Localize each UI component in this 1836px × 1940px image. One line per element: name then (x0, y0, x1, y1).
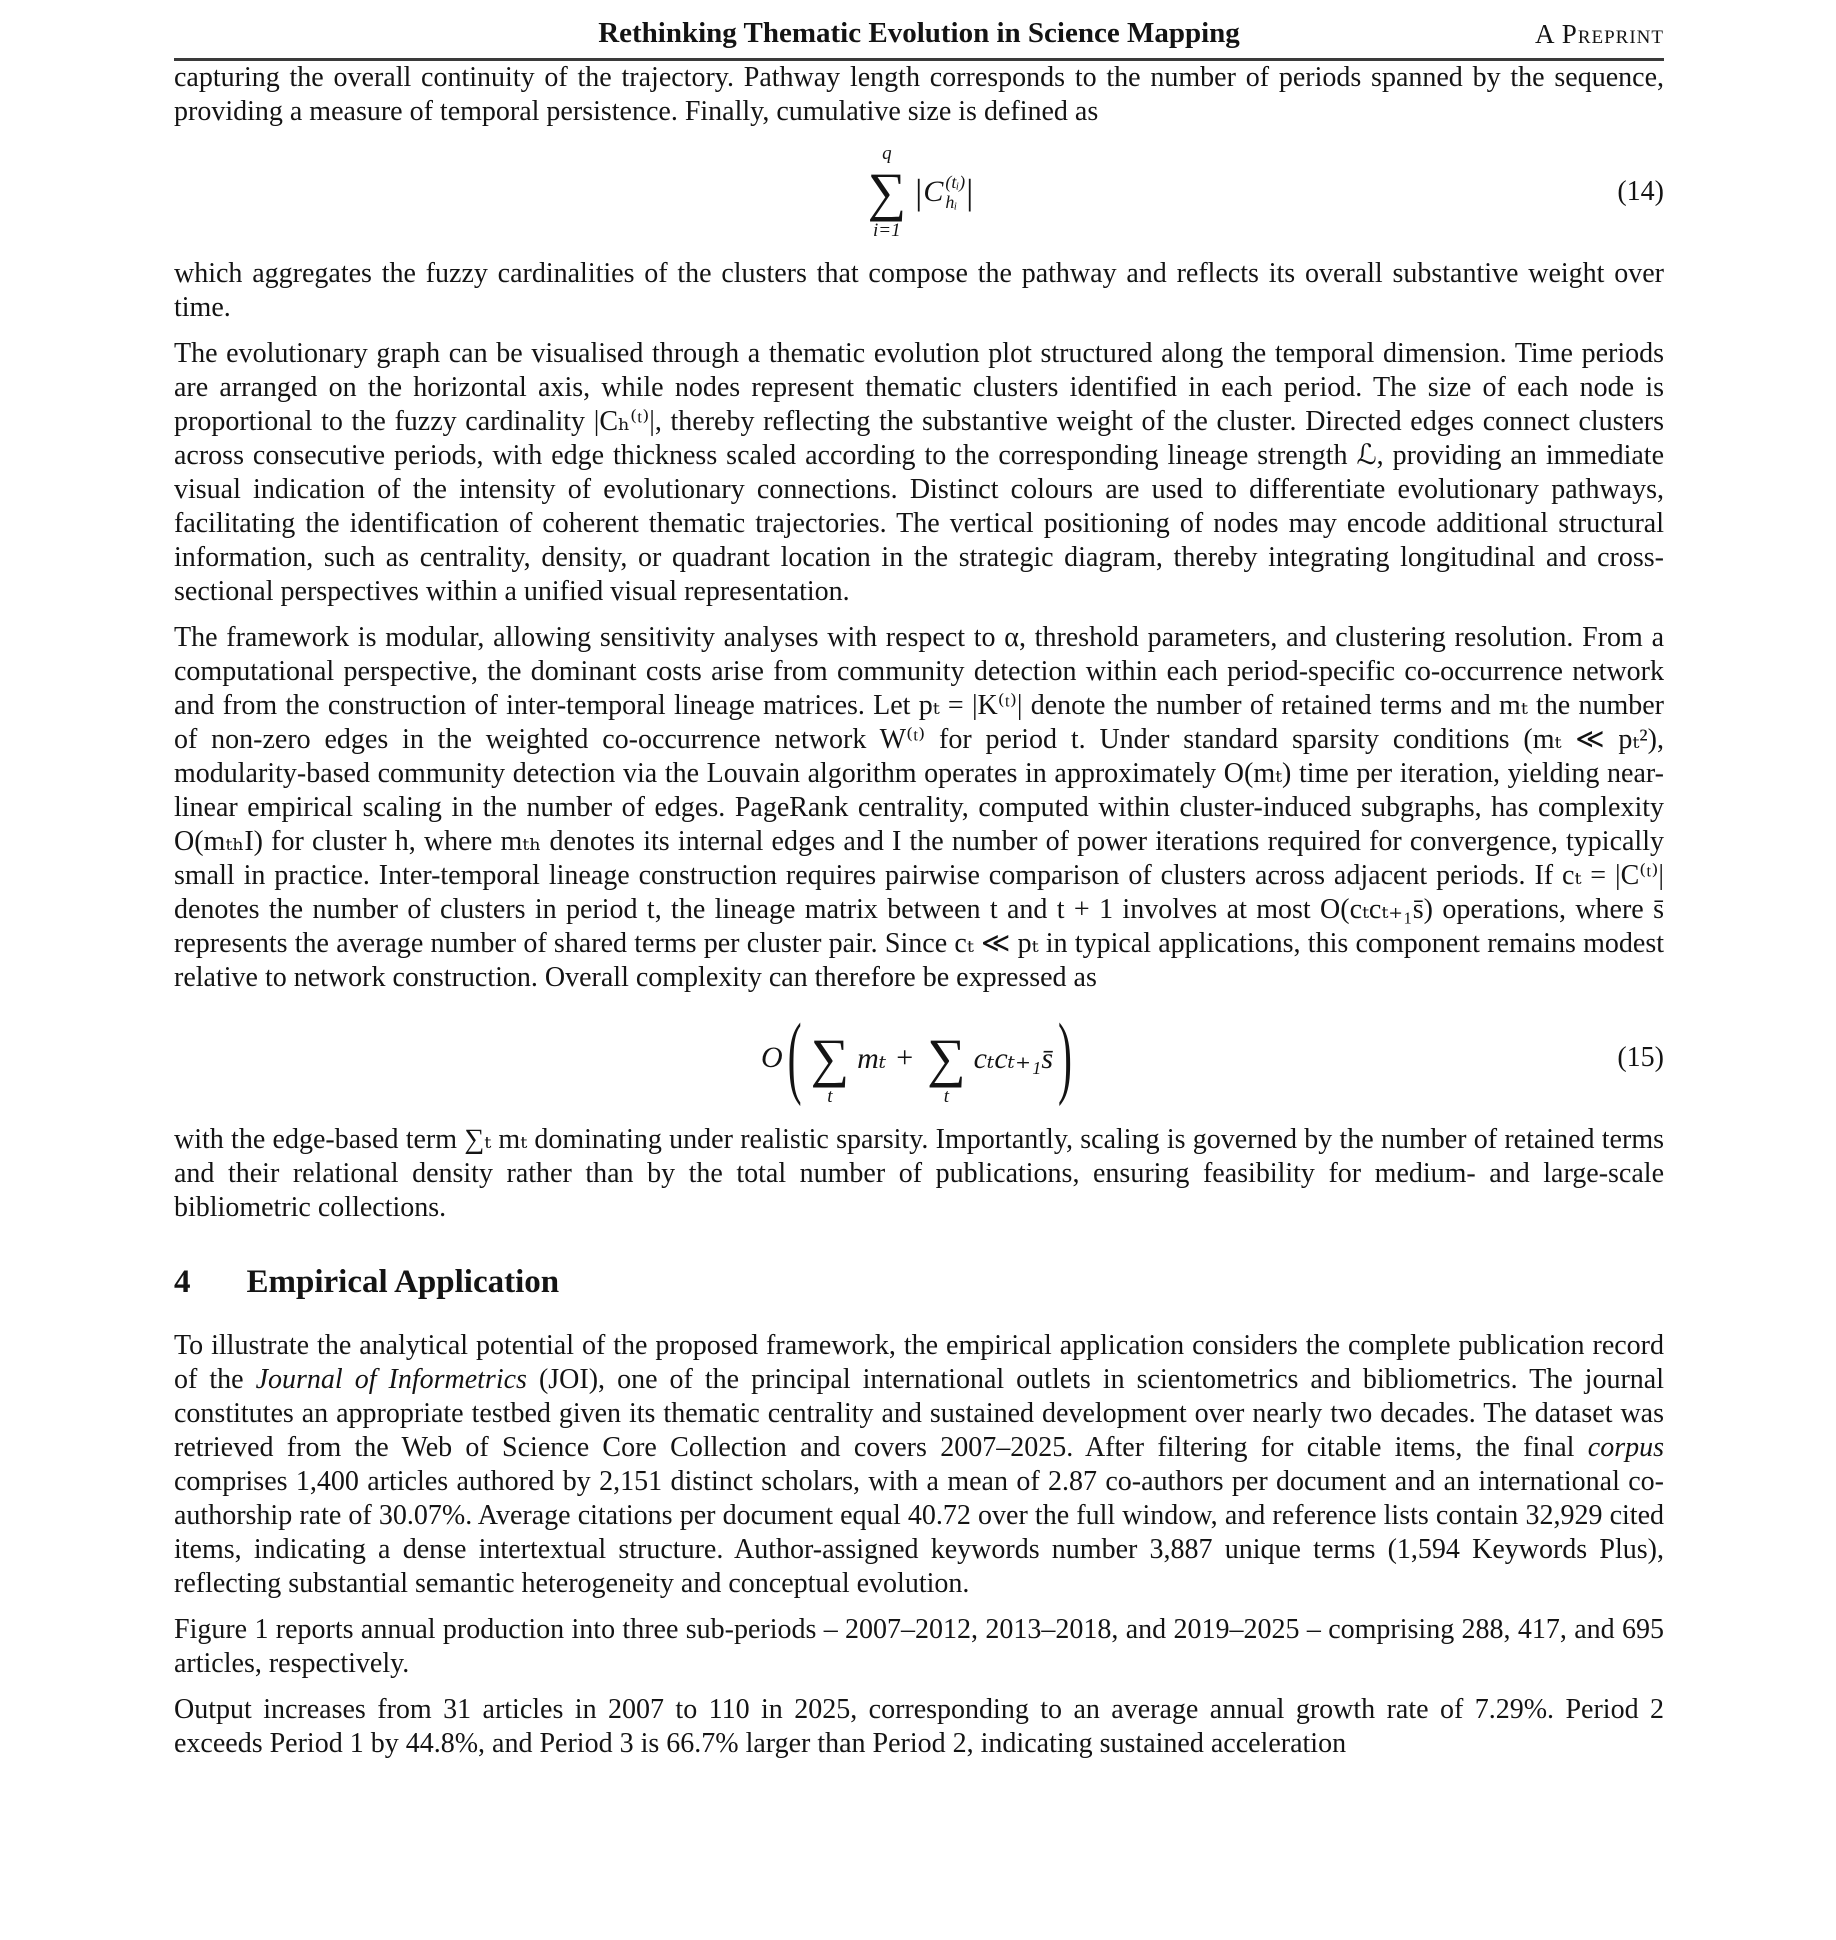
summation-symbol (868, 143, 907, 241)
superscript: (tᵢ) (945, 172, 966, 192)
equation-14 (174, 143, 1664, 241)
open-bar: | (915, 172, 923, 212)
page-content (174, 61, 1664, 1761)
sum-lower-limit: i=1 (873, 220, 901, 241)
paragraph-5: with the edge-based term ∑ₜ mₜ dominating under realistic sparsity. Importantly, scaling is governed by the number of retained terms and their relational density rather than by the total number of publications, ensuring feasibility for medium- and large-scale bibliometric collections. (174, 1124, 1664, 1223)
paragraph-3: The evolutionary graph can be visualised through a thematic evolution plot structured along the temporal dimension. Time periods are arranged on the horizontal axis, while nodes represent thematic clusters identified in each period. The size of each node is proportional to the fuzzy cardinality |Cₕ⁽ᵗ⁾|, thereby reflecting the substantive weight of the cluster. Directed edges connect clusters across consecutive periods, with edge thickness scaled according to the corresponding lineage strength ℒ, providing an immediate visual indication of the intensity of evolutionary connections. Distinct colours are used to differentiate evolutionary pathways, facilitating the identification of coherent thematic trajectories. The vertical positioning of nodes may encode additional structural information, such as centrality, density, or quadrant location in the strategic diagram, thereby integrating longitudinal and cross-sectional perspectives within a unified visual representation. (174, 338, 1664, 607)
plus-operator: + (896, 1041, 914, 1074)
running-title: Rethinking Thematic Evolution in Science Mapping (598, 17, 1240, 49)
cluster-symbol: C (923, 175, 944, 208)
paragraph-6: To illustrate the analytical potential of the proposed framework, the empirical application considers the complete publication record of the Journal of Informetrics (JOI), one of the principal international outlets in scientometrics and bibliometrics. The journal constitutes an appropriate testbed given its thematic centrality and sustained development over nearly two decades. The dataset was retrieved from the Web of Science Core Collection and covers 2007–2025. After filtering for citable items, the final corpus comprises 1,400 articles authored by 2,151 distinct scholars, with a mean of 2.87 co-authors per document and an international co-authorship rate of 30.07%. Average citations per document equal 40.72 over the full window, and reference lists contain 32,929 cited items, indicating a dense intertextual structure. Author-assigned keywords number 3,887 unique terms (1,594 Keywords Plus), reflecting substantial semantic heterogeneity and conceptual evolution. (174, 1330, 1664, 1599)
running-header (174, 14, 1664, 54)
section-number: 4 (174, 1264, 191, 1300)
equation-15-body (761, 1009, 1077, 1107)
sup-sub-stack (945, 172, 965, 212)
sum-lower-limit: t (943, 1086, 950, 1107)
section-heading (174, 1261, 1664, 1303)
equation-15-number: (15) (1617, 1042, 1664, 1073)
close-bar: | (966, 172, 974, 212)
paragraph-1: capturing the overall continuity of the trajectory. Pathway length corresponds to the number of periods spanned by the sequence, providing a measure of temporal persistence. Finally, cumulative size is defined as (174, 62, 1664, 127)
open-paren: ( (787, 1007, 802, 1109)
sigma-icon: ∑ (867, 162, 907, 222)
paragraph-7: Figure 1 reports annual production into three sub-periods – 2007–2012, 2013–2018, and 2019–2025 – comprising 288, 417, and 695 articles, respectively. (174, 1614, 1664, 1679)
paragraph-2: which aggregates the fuzzy cardinalities of the clusters that compose the pathway and reflects its overall substantive weight over time. (174, 258, 1664, 323)
big-o-symbol: O (760, 1041, 783, 1074)
paragraph-4: The framework is modular, allowing sensitivity analyses with respect to α, threshold parameters, and clustering resolution. From a computational perspective, the dominant costs arise from community detection within each period-specific co-occurrence network and from the construction of inter-temporal lineage matrices. Let pₜ = |K⁽ᵗ⁾| denote the number of retained terms and mₜ the number of non-zero edges in the weighted co-occurrence network W⁽ᵗ⁾ for period t. Under standard sparsity conditions (mₜ ≪ pₜ²), modularity-based community detection via the Louvain algorithm operates in approximately O(mₜ) time per iteration, yielding near-linear empirical scaling in the number of edges. PageRank centrality, computed within cluster-induced subgraphs, has complexity O(mₜₕI) for cluster h, where mₜₕ denotes its internal edges and I the number of power iterations required for convergence, typically small in practice. Inter-temporal lineage construction requires pairwise comparison of clusters across adjacent periods. If cₜ = |C⁽ᵗ⁾| denotes the number of clusters in period t, the lineage matrix between t and t + 1 involves at most O(cₜcₜ₊₁s̄) operations, where s̄ represents the average number of shared terms per cluster pair. Since cₜ ≪ pₜ in typical applications, this component remains modest relative to network construction. Overall complexity can therefore be expressed as (174, 622, 1664, 993)
term-ctct1s: cₜcₜ₊₁s̄ (973, 1041, 1054, 1075)
preprint-tag: A Preprint (1535, 19, 1664, 49)
close-paren: ) (1058, 1007, 1073, 1109)
section-title: Empirical Application (246, 1264, 560, 1300)
equation-14-number: (14) (1617, 176, 1664, 207)
paragraph-8: Output increases from 31 articles in 2007 to 110 in 2025, corresponding to an average annual growth rate of 7.29%. Period 2 exceeds Period 1 by 44.8%, and Period 3 is 66.7% larger than Period 2, indicating sustained acceleration (174, 1694, 1664, 1759)
summation-symbol-1 (811, 1009, 850, 1107)
sigma-icon: ∑ (927, 1028, 966, 1088)
sum-upper-limit: q (882, 143, 892, 164)
term-mt: mₜ (857, 1041, 887, 1075)
equation-15 (174, 1009, 1664, 1107)
sigma-icon: ∑ (810, 1028, 850, 1088)
summation-symbol-2 (927, 1009, 966, 1107)
sum-lower-limit: t (827, 1086, 833, 1107)
subscript: hᵢ (945, 192, 958, 212)
equation-14-body (914, 171, 974, 213)
